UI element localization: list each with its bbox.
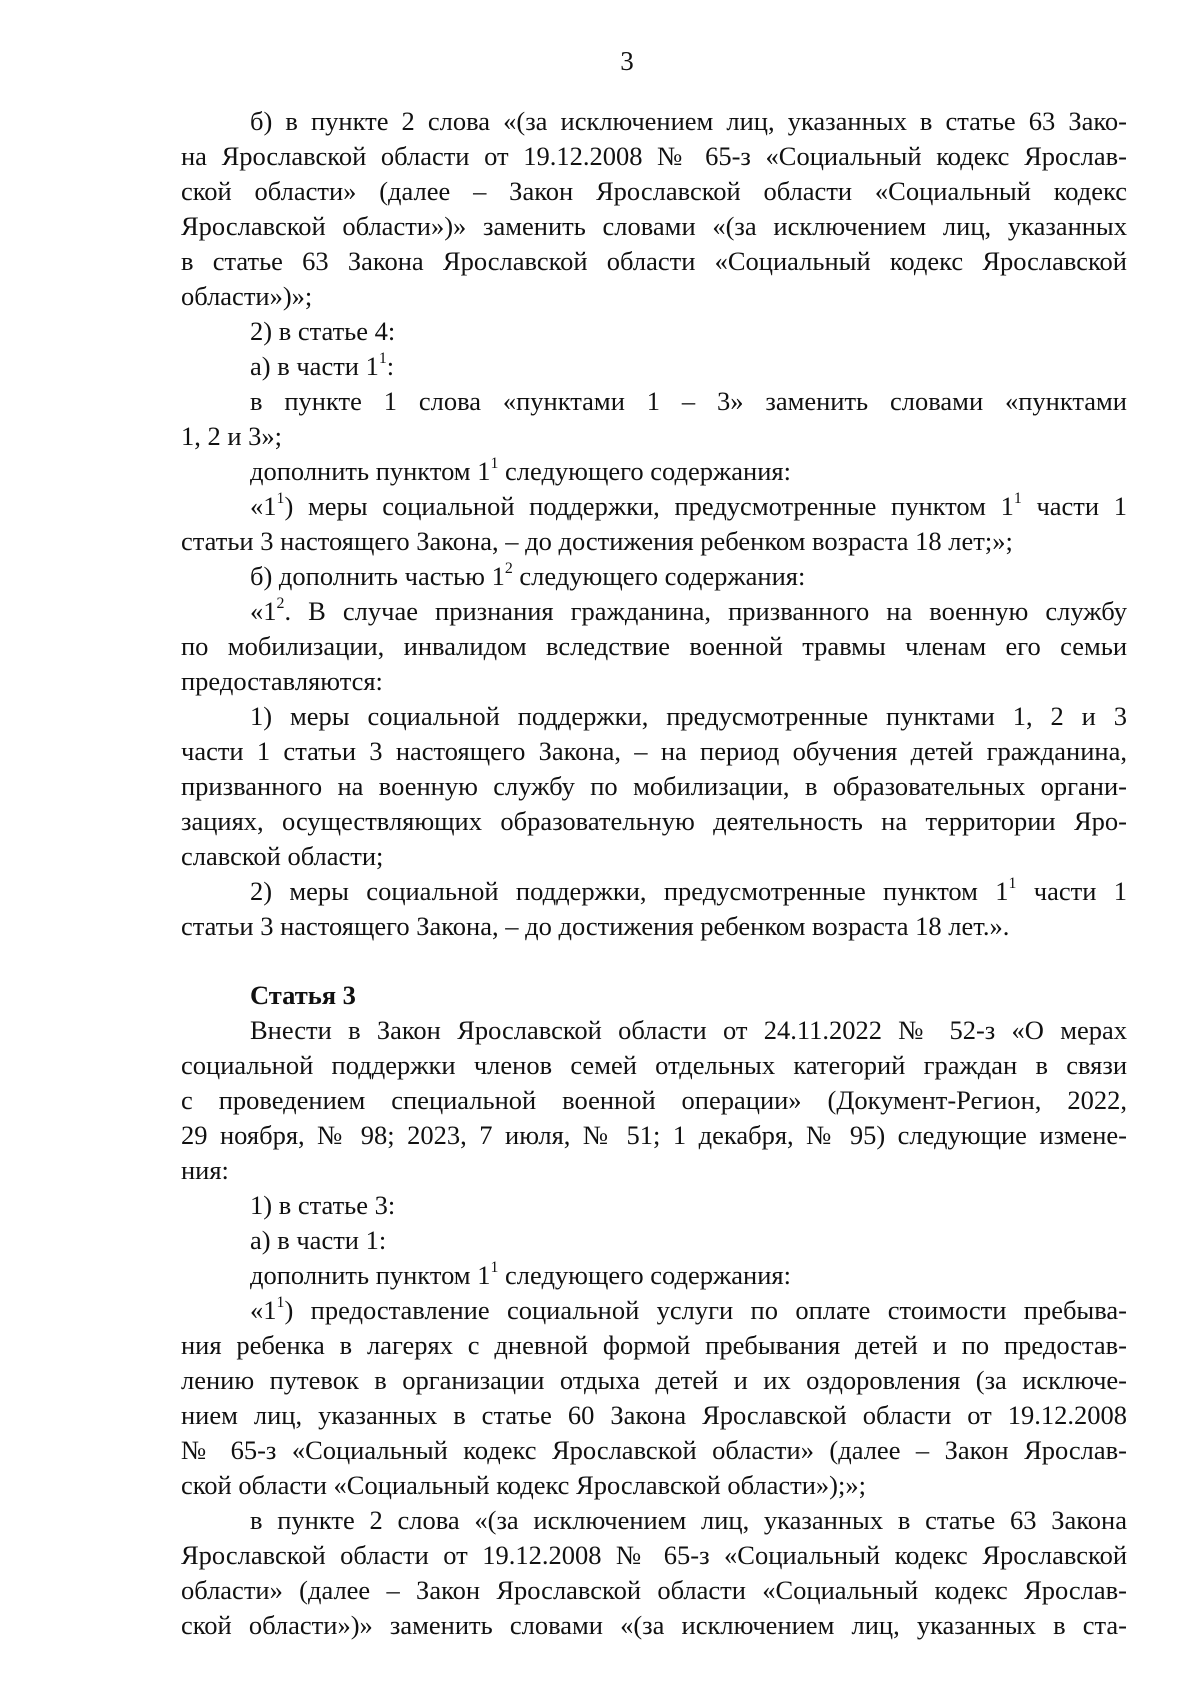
- text-line: ской области»)» заменить словами «(за исключением лиц, указанных в ста-: [181, 1610, 1127, 1640]
- text-line: славской области;: [181, 841, 384, 871]
- text-line: предоставляются:: [181, 666, 383, 696]
- text-line: в статье 63 Закона Ярославской области «Социальный кодекс Ярославской: [181, 246, 1127, 276]
- article-heading: Статья 3: [250, 980, 356, 1010]
- text-line: б) в пункте 2 слова «(за исключением лиц, указанных в статье 63 Зако-: [250, 106, 1127, 136]
- text-line: области»)»;: [181, 281, 313, 311]
- text-line: ния ребенка в лагерях с дневной формой пребывания детей и по предостав-: [181, 1330, 1127, 1360]
- text-line: статьи 3 настоящего Закона, – до достижения ребенком возраста 18 лет;»;: [181, 526, 1013, 556]
- text-line: 2) в статье 4:: [250, 316, 396, 346]
- text-line: призванного на военную службу по мобилизации, в образовательных органи-: [181, 771, 1127, 801]
- text-line: 1) меры социальной поддержки, предусмотренные пунктами 1, 2 и 3: [250, 701, 1127, 731]
- text-line: с проведением специальной военной операции» (Документ-Регион, 2022,: [181, 1085, 1127, 1115]
- text-line: в пункте 2 слова «(за исключением лиц, указанных в статье 63 Закона: [250, 1505, 1127, 1535]
- text-line: социальной поддержки членов семей отдельных категорий граждан в связи: [181, 1050, 1127, 1080]
- text-line: «$1^1$) предоставление социальной услуги по оплате стоимости пребыва-: [250, 1293, 1127, 1325]
- text-line: части 1 статьи 3 настоящего Закона, – на период обучения детей гражданина,: [181, 736, 1127, 766]
- text-line: по мобилизации, инвалидом вследствие военной травмы членам его семьи: [181, 631, 1127, 661]
- text-line: 29 ноября, № 98; 2023, 7 июля, № 51; 1 декабря, № 95) следующие измене-: [181, 1120, 1127, 1150]
- page-number: 3: [620, 46, 634, 76]
- text-line: нием лиц, указанных в статье 60 Закона Ярославской области от 19.12.2008: [181, 1400, 1127, 1430]
- text-line: «$1^2$. В случае признания гражданина, призванного на военную службу: [250, 594, 1127, 626]
- text-line: на Ярославской области от 19.12.2008 № 65-з «Социальный кодекс Ярослав-: [181, 141, 1127, 171]
- text-line: Ярославской области»)» заменить словами «(за исключением лиц, указанных: [181, 211, 1127, 241]
- text-line: дополнить пунктом $1^1$ следующего содержания:: [250, 1258, 791, 1290]
- text-line: ской области «Социальный кодекс Ярославской области»);»;: [181, 1470, 866, 1500]
- text-line: ния:: [181, 1155, 229, 1185]
- text-line: ской области» (далее – Закон Ярославской области «Социальный кодекс: [181, 176, 1127, 206]
- text-line: а) в части 1:: [250, 1225, 387, 1255]
- text-line: а) в части $1^1$:: [250, 349, 395, 381]
- text-line: 1) в статье 3:: [250, 1190, 396, 1220]
- text-line: б) дополнить частью $1^2$ следующего содержания:: [250, 559, 806, 591]
- text-line: Внести в Закон Ярославской области от 24.11.2022 № 52-з «О мерах: [250, 1015, 1127, 1045]
- text-line: 1, 2 и 3»;: [181, 421, 283, 451]
- text-line: области» (далее – Закон Ярославской области «Социальный кодекс Ярослав-: [181, 1575, 1127, 1605]
- text-line: в пункте 1 слова «пунктами 1 – 3» заменить словами «пунктами: [250, 386, 1127, 416]
- text-line: Ярославской области от 19.12.2008 № 65-з «Социальный кодекс Ярославской: [181, 1540, 1127, 1570]
- text-line: лению путевок в организации отдыха детей и их оздоровления (за исключе-: [181, 1365, 1127, 1395]
- text-line: 2) меры социальной поддержки, предусмотренные пунктом $1^1$ части 1: [250, 874, 1127, 906]
- text-line: статьи 3 настоящего Закона, – до достижения ребенком возраста 18 лет.».: [181, 911, 1010, 941]
- text-line: зациях, осуществляющих образовательную деятельность на территории Яро-: [181, 806, 1127, 836]
- text-line: дополнить пунктом $1^1$ следующего содержания:: [250, 454, 791, 486]
- text-line: «$1^1$) меры социальной поддержки, предусмотренные пунктом $1^1$ части 1: [250, 489, 1127, 521]
- text-line: № 65-з «Социальный кодекс Ярославской области» (далее – Закон Ярослав-: [181, 1435, 1127, 1465]
